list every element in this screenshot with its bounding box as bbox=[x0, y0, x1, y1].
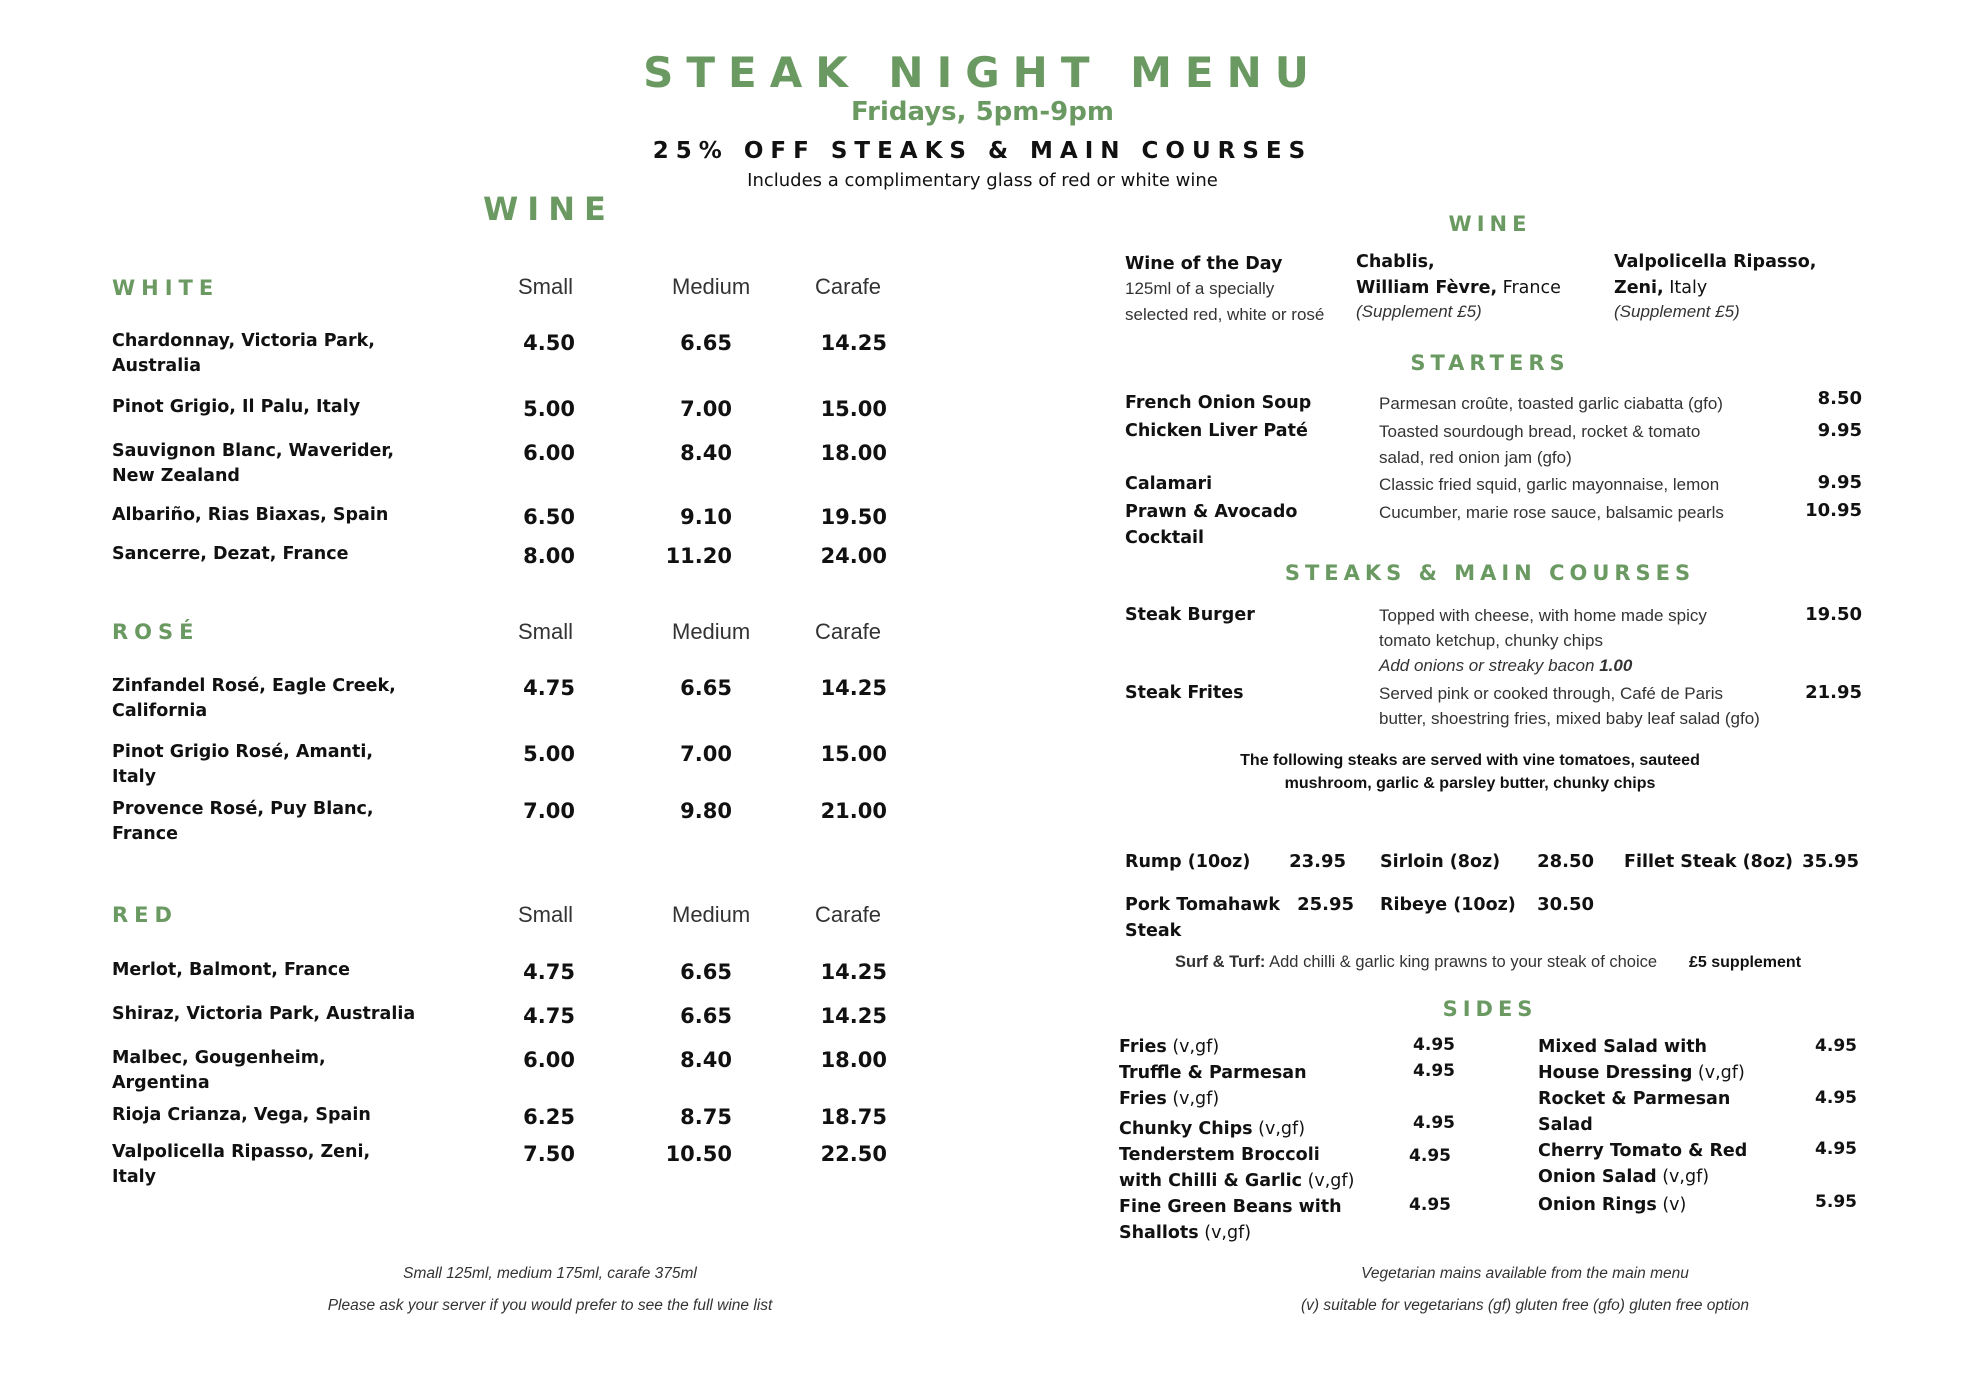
side-name: Truffle & Parmesan bbox=[1119, 1063, 1307, 1083]
chablis-title: Chablis, bbox=[1356, 252, 1435, 272]
side-name: Salad bbox=[1538, 1115, 1593, 1135]
side-price: 4.95 bbox=[1815, 1088, 1857, 1108]
rose-heading: ROSÉ bbox=[112, 620, 200, 644]
col-carafe: Carafe bbox=[815, 902, 882, 927]
steak-name: Rump (10oz) bbox=[1125, 852, 1251, 872]
starter-desc: Parmesan croûte, toasted garlic ciabatta (gfo) bbox=[1379, 394, 1723, 413]
side-name: Fine Green Beans with bbox=[1119, 1197, 1342, 1217]
price-medium: 6.65 bbox=[680, 1004, 732, 1028]
price-small: 6.00 bbox=[523, 1048, 575, 1072]
price-small: 6.25 bbox=[523, 1105, 575, 1129]
side-name: Tenderstem Broccoli bbox=[1119, 1145, 1320, 1165]
price-medium: 8.40 bbox=[680, 441, 732, 465]
price-medium: 9.80 bbox=[680, 799, 732, 823]
price-medium: 8.75 bbox=[680, 1105, 732, 1129]
side-price: 4.95 bbox=[1413, 1061, 1455, 1081]
col-small: Small bbox=[518, 274, 574, 299]
price-small: 7.50 bbox=[523, 1142, 575, 1166]
wine-name: Sancerre, Dezat, France bbox=[112, 544, 349, 564]
price-small: 6.00 bbox=[523, 441, 575, 465]
steak-price: 30.50 bbox=[1537, 894, 1594, 915]
starter-name: Chicken Liver Paté bbox=[1125, 421, 1308, 441]
side-name: Onion Salad (v,gf) bbox=[1538, 1167, 1710, 1187]
starter-desc: Classic fried squid, garlic mayonnaise, lemon bbox=[1379, 475, 1720, 494]
side-name: House Dressing (v,gf) bbox=[1538, 1063, 1745, 1083]
steaks-note: mushroom, garlic & parsley butter, chunky chips bbox=[1284, 775, 1656, 792]
surf-supplement: £5 supplement bbox=[1689, 954, 1802, 971]
steak-price: 35.95 bbox=[1802, 851, 1859, 872]
mains-heading: STEAKS & MAIN COURSES bbox=[1284, 561, 1696, 585]
starter-desc: Cucumber, marie rose sauce, balsamic pearls bbox=[1379, 503, 1724, 522]
side-price: 4.95 bbox=[1413, 1035, 1455, 1055]
starter-name: Cocktail bbox=[1125, 528, 1205, 548]
price-medium: 10.50 bbox=[665, 1142, 732, 1166]
vegetarian-note: Vegetarian mains available from the main menu bbox=[1361, 1265, 1689, 1282]
starter-price: 8.50 bbox=[1817, 388, 1862, 409]
side-name: Fries (v,gf) bbox=[1119, 1089, 1220, 1109]
price-carafe: 24.00 bbox=[820, 544, 887, 568]
side-name: Onion Rings (v) bbox=[1538, 1195, 1687, 1215]
steaks-note: The following steaks are served with vine tomatoes, sauteed bbox=[1240, 752, 1700, 769]
price-medium: 6.65 bbox=[680, 960, 732, 984]
price-carafe: 14.25 bbox=[820, 331, 887, 355]
main-desc: butter, shoestring fries, mixed baby leaf salad (gfo) bbox=[1379, 709, 1760, 728]
main-price: 19.50 bbox=[1805, 604, 1862, 625]
valpolicella-title: Valpolicella Ripasso, bbox=[1614, 252, 1817, 272]
side-name: Rocket & Parmesan bbox=[1538, 1089, 1731, 1109]
price-carafe: 14.25 bbox=[820, 676, 887, 700]
price-carafe: 14.25 bbox=[820, 1004, 887, 1028]
price-medium: 8.40 bbox=[680, 1048, 732, 1072]
col-medium: Medium bbox=[672, 274, 751, 299]
price-medium: 7.00 bbox=[680, 742, 732, 766]
starter-desc: Toasted sourdough bread, rocket & tomato bbox=[1379, 422, 1701, 441]
main-desc: Topped with cheese, with home made spicy bbox=[1379, 606, 1707, 625]
main-desc: Served pink or cooked through, Café de Paris bbox=[1379, 684, 1723, 703]
col-carafe: Carafe bbox=[815, 619, 882, 644]
steak-name: Steak bbox=[1125, 921, 1182, 941]
chablis-producer: William Fèvre, France bbox=[1356, 278, 1561, 298]
starter-price: 10.95 bbox=[1805, 500, 1862, 521]
valpolicella-producer: Zeni, Italy bbox=[1614, 278, 1708, 298]
offer-banner: 25% OFF STEAKS & MAIN COURSES bbox=[652, 138, 1313, 164]
side-name: Shallots (v,gf) bbox=[1119, 1223, 1252, 1243]
main-name: Steak Burger bbox=[1125, 605, 1255, 625]
wine-name: Provence Rosé, Puy Blanc, France bbox=[112, 799, 374, 844]
starter-price: 9.95 bbox=[1817, 420, 1862, 441]
red-heading: RED bbox=[112, 903, 178, 927]
sides-heading: SIDES bbox=[1442, 997, 1538, 1021]
valpolicella-supplement: (Supplement £5) bbox=[1614, 302, 1740, 321]
steak-name: Sirloin (8oz) bbox=[1380, 852, 1501, 872]
price-carafe: 15.00 bbox=[820, 397, 887, 421]
wine-of-the-day-desc: 125ml of a specially bbox=[1125, 279, 1275, 298]
menu-title: STEAK NIGHT MENU bbox=[643, 48, 1322, 97]
side-price: 4.95 bbox=[1413, 1113, 1455, 1133]
starter-desc: salad, red onion jam (gfo) bbox=[1379, 448, 1572, 467]
price-small: 8.00 bbox=[523, 544, 575, 568]
wine-heading: WINE bbox=[483, 190, 615, 228]
price-carafe: 19.50 bbox=[820, 505, 887, 529]
steak-name: Pork Tomahawk bbox=[1125, 895, 1280, 915]
wine-name: Pinot Grigio Rosé, Amanti, Italy bbox=[112, 742, 373, 787]
side-name: Chunky Chips (v,gf) bbox=[1119, 1119, 1306, 1139]
price-small: 4.75 bbox=[523, 1004, 575, 1028]
price-carafe: 14.25 bbox=[820, 960, 887, 984]
includes-note: Includes a complimentary glass of red or white wine bbox=[747, 170, 1218, 191]
col-carafe: Carafe bbox=[815, 274, 882, 299]
price-carafe: 22.50 bbox=[820, 1142, 887, 1166]
price-small: 7.00 bbox=[523, 799, 575, 823]
surf-and-turf: Surf & Turf: Add chilli & garlic king prawns to your steak of choice bbox=[1175, 953, 1658, 971]
white-heading: WHITE bbox=[112, 276, 220, 300]
steak-price: 25.95 bbox=[1297, 894, 1354, 915]
side-price: 4.95 bbox=[1815, 1036, 1857, 1056]
side-price: 4.95 bbox=[1815, 1139, 1857, 1159]
steak-price: 23.95 bbox=[1289, 851, 1346, 872]
wine-name: Albariño, Rias Biaxas, Spain bbox=[112, 505, 389, 525]
col-medium: Medium bbox=[672, 902, 751, 927]
price-carafe: 21.00 bbox=[820, 799, 887, 823]
starter-name: Prawn & Avocado bbox=[1125, 502, 1298, 522]
side-name: Mixed Salad with bbox=[1538, 1037, 1708, 1057]
col-small: Small bbox=[518, 902, 574, 927]
wine-name: Malbec, Gougenheim, Argentina bbox=[112, 1048, 326, 1093]
price-carafe: 18.00 bbox=[820, 441, 887, 465]
price-small: 5.00 bbox=[523, 397, 575, 421]
col-medium: Medium bbox=[672, 619, 751, 644]
main-name: Steak Frites bbox=[1125, 683, 1244, 703]
wine-name: Merlot, Balmont, France bbox=[112, 960, 350, 980]
price-carafe: 18.75 bbox=[820, 1105, 887, 1129]
chablis-supplement: (Supplement £5) bbox=[1356, 302, 1482, 321]
wine-name: Valpolicella Ripasso, Zeni, Italy bbox=[112, 1142, 371, 1187]
starter-price: 9.95 bbox=[1817, 472, 1862, 493]
price-carafe: 18.00 bbox=[820, 1048, 887, 1072]
price-carafe: 15.00 bbox=[820, 742, 887, 766]
side-name: Cherry Tomato & Red bbox=[1538, 1141, 1748, 1161]
main-price: 21.95 bbox=[1805, 682, 1862, 703]
full-wine-list-note: Please ask your server if you would prefer to see the full wine list bbox=[327, 1297, 773, 1314]
price-small: 4.50 bbox=[523, 331, 575, 355]
starter-name: Calamari bbox=[1125, 474, 1213, 494]
price-medium: 6.65 bbox=[680, 676, 732, 700]
steak-price: 28.50 bbox=[1537, 851, 1594, 872]
steak-name: Fillet Steak (8oz) bbox=[1624, 852, 1794, 872]
price-small: 6.50 bbox=[523, 505, 575, 529]
price-small: 5.00 bbox=[523, 742, 575, 766]
price-small: 4.75 bbox=[523, 676, 575, 700]
wine-name: Chardonnay, Victoria Park, Australia bbox=[112, 331, 375, 376]
side-price: 5.95 bbox=[1815, 1192, 1857, 1212]
dietary-key-note: (v) suitable for vegetarians (gf) gluten free (gfo) gluten free option bbox=[1300, 1297, 1750, 1314]
price-small: 4.75 bbox=[523, 960, 575, 984]
right-wine-heading: WINE bbox=[1448, 212, 1532, 236]
wine-of-the-day-desc: selected red, white or rosé bbox=[1125, 305, 1325, 324]
side-name: with Chilli & Garlic (v,gf) bbox=[1119, 1171, 1355, 1191]
wine-name: Rioja Crianza, Vega, Spain bbox=[112, 1105, 371, 1125]
wine-name: Zinfandel Rosé, Eagle Creek, California bbox=[112, 676, 396, 721]
starter-name: French Onion Soup bbox=[1125, 393, 1312, 413]
side-price: 4.95 bbox=[1409, 1146, 1451, 1166]
main-desc: tomato ketchup, chunky chips bbox=[1379, 631, 1603, 650]
steak-name: Ribeye (10oz) bbox=[1380, 895, 1516, 915]
wine-name: Pinot Grigio, Il Palu, Italy bbox=[112, 397, 361, 417]
wine-of-the-day-title: Wine of the Day bbox=[1125, 254, 1283, 274]
price-medium: 7.00 bbox=[680, 397, 732, 421]
wine-sizes-note: Small 125ml, medium 175ml, carafe 375ml bbox=[403, 1265, 697, 1282]
main-addon: Add onions or streaky bacon 1.00 bbox=[1379, 656, 1633, 675]
side-name: Fries (v,gf) bbox=[1119, 1037, 1220, 1057]
menu-subtitle: Fridays, 5pm-9pm bbox=[851, 97, 1114, 127]
price-medium: 6.65 bbox=[680, 331, 732, 355]
side-price: 4.95 bbox=[1409, 1195, 1451, 1215]
starters-heading: STARTERS bbox=[1410, 351, 1570, 375]
wine-name: Shiraz, Victoria Park, Australia bbox=[112, 1004, 416, 1024]
col-small: Small bbox=[518, 619, 574, 644]
wine-name: Sauvignon Blanc, Waverider, New Zealand bbox=[112, 441, 395, 486]
price-medium: 9.10 bbox=[680, 505, 732, 529]
price-medium: 11.20 bbox=[665, 544, 732, 568]
